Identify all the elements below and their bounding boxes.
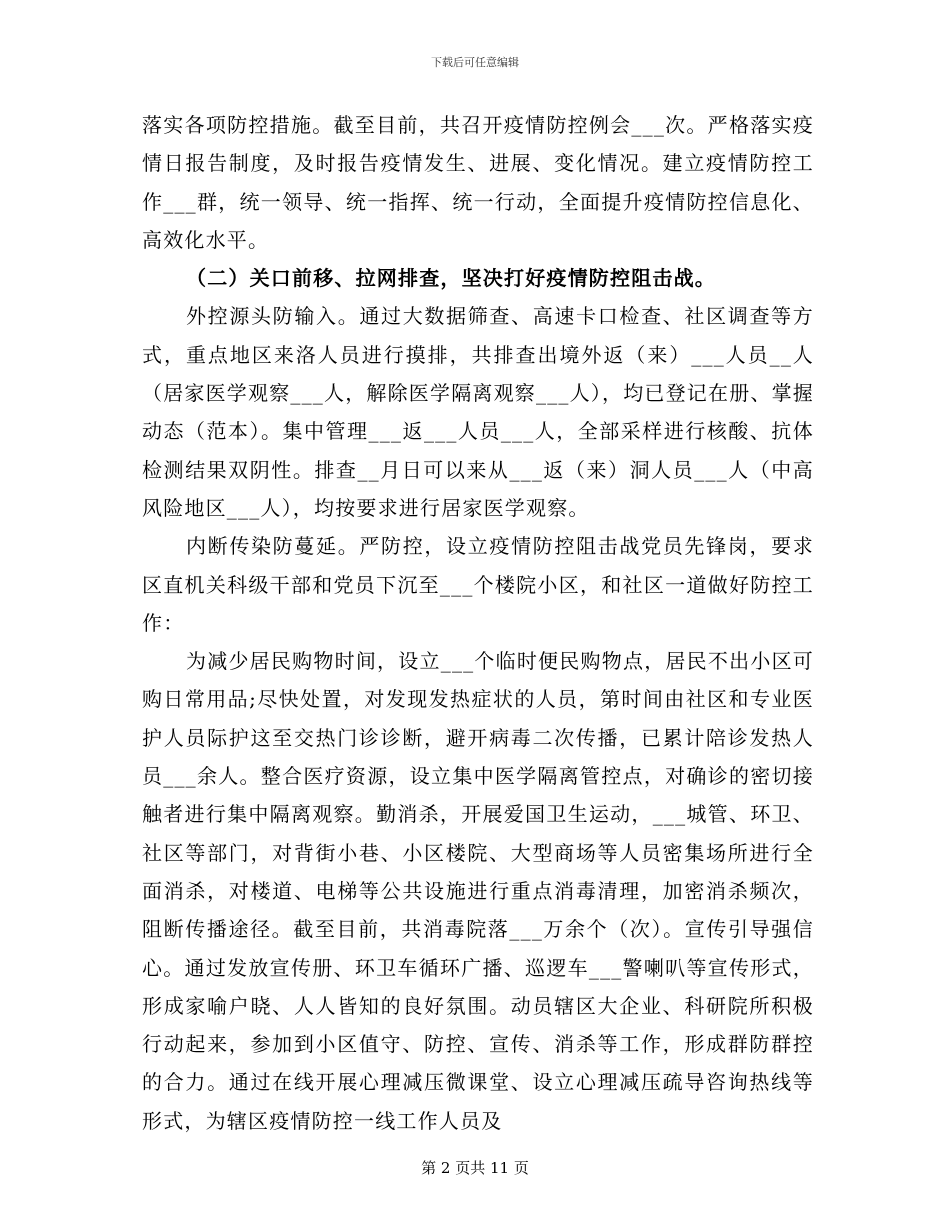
document-body [142,106,814,1140]
paragraph-continuation: 落实各项防控措施。截至目前，共召开疫情防控例会___次。严格落实疫情日报告制度，及时报告疫情发生、进展、变化情况。建立疫情防控工作___群，统一领导、统一指挥、统一行动，全面提升疫情防控信息化、高效化水平。 [142,113,814,252]
page-footer: 第 2 页共 11 页 [421,1159,529,1177]
paragraph-measures: 为减少居民购物时间，设立___个临时便民购物点，居民不出小区可购日常用品;尽快处置，对发现发热症状的人员，第时间由社区和专业医护人员际护这至交热门诊诊断，避开病毒二次传播，已累计陪诊发热人员___余人。整合医疗资源，设立集中医学隔离管控点，对确诊的密切接触者进行集中隔离观察。勤消杀，开展爱国卫生运动，___城管、环卫、社区等部门，对背街小巷、小区楼院、大型商场等人员密集场所进行全面消杀，对楼道、电梯等公共设施进行重点消毒清理，加密消杀频次，阻断传播途径。截至目前，共消毒院落___万余个（次）。宣传引导强信心。通过发放宣传册、环卫车循环广播、巡逻车___警喇叭等宣传形式，形成家喻户晓、人人皆知的良好氛围。动员辖区大企业、科研院所积极行动起来，参加到小区值守、防控、宣传、消杀等工作，形成群防群控的合力。通过在线开展心理减压微课堂、设立心理减压疏导咨询热线等形式，为辖区疫情防控一线工作人员及 [142,649,814,1133]
page-header: 下载后可任意编辑 [431,56,519,69]
paragraph-internal-control: 内断传染防蔓延。严防控，设立疫情防控阻击战党员先锋岗，要求区直机关科级干部和党员下沉至___个楼院小区，和社区一道做好防控工作： [142,534,814,635]
paragraph-external-control: 外控源头防输入。通过大数据筛查、高速卡口检查、社区调查等方式，重点地区来洛人员进行摸排，共排查出境外返（来）___人员__人（居家医学观察___人，解除医学隔离观察___人），均已登记在册、掌握动态（范本）。集中管理___返___人员___人，全部采样进行核酸、抗体检测结果双阴性。排查__月日可以来从___返（来）洞人员___人（中高风险地区___人），均按要求进行居家医学观察。 [142,304,814,520]
section-heading: （二）关口前移、拉网排查，坚决打好疫情防控阻击战。 [186,266,716,291]
